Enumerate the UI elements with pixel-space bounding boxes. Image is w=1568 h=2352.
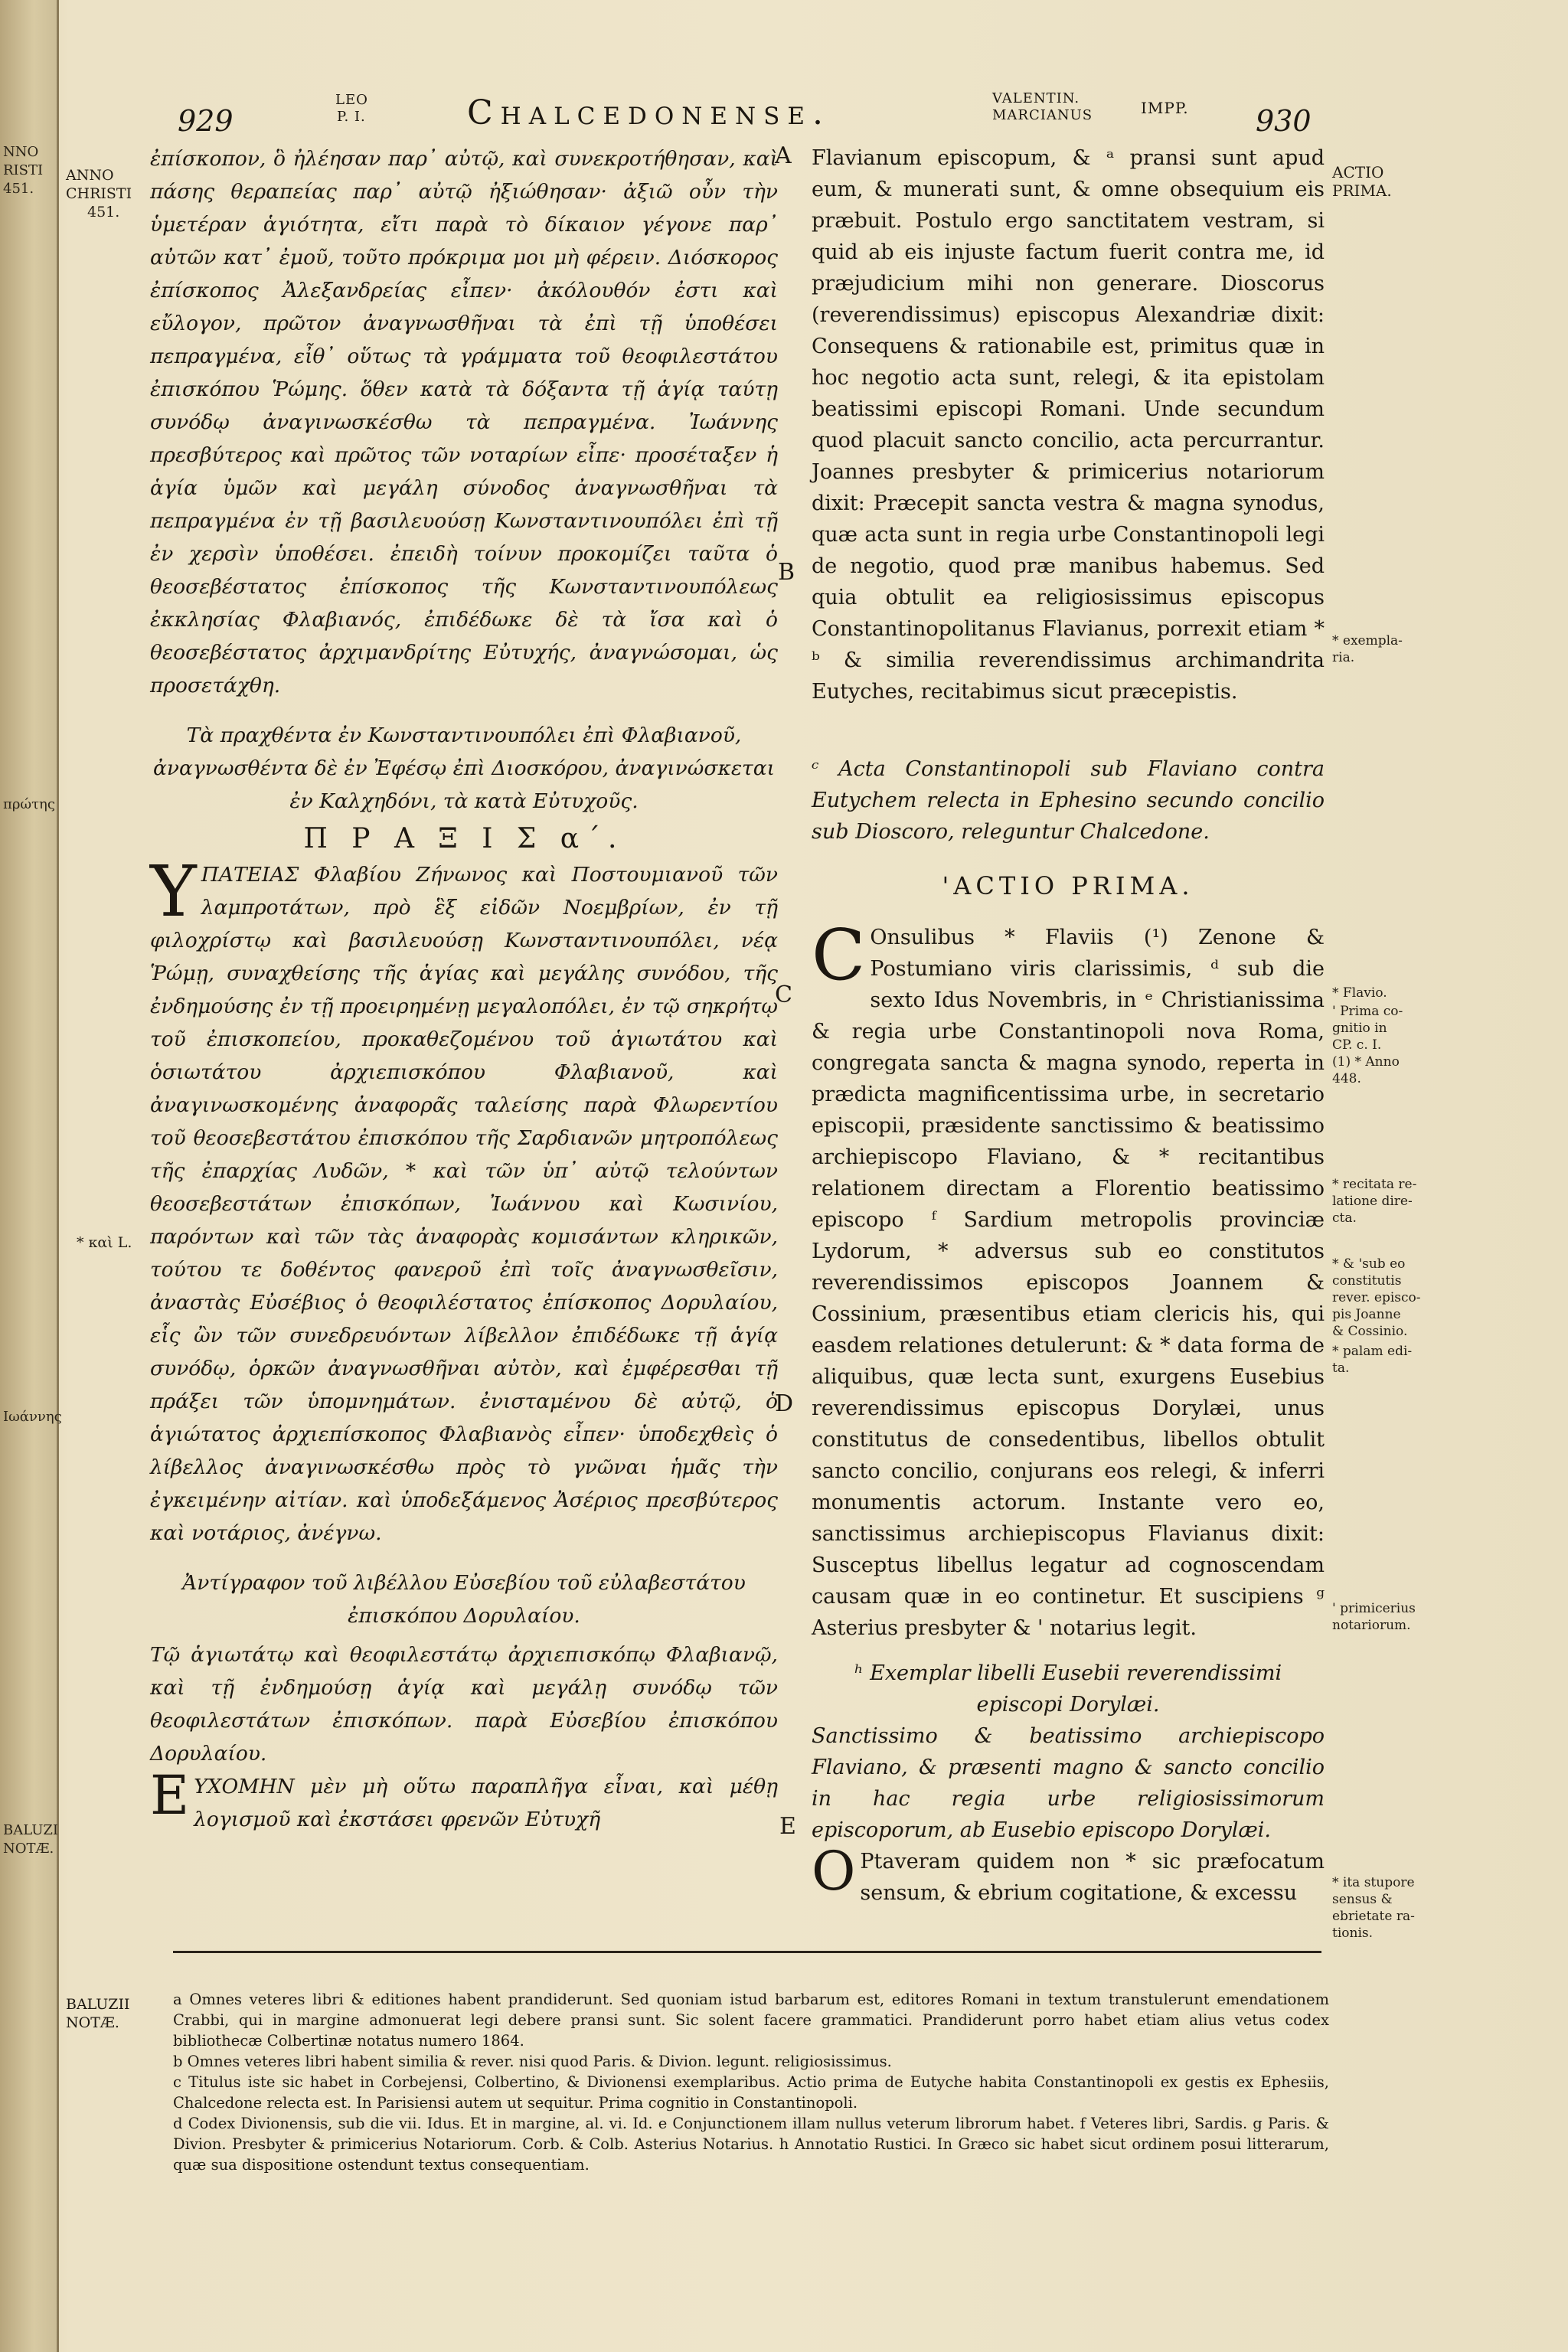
margin-note-exemplaria: * exempla- <box>1332 633 1403 648</box>
margin-note-prima-2: gnitio in <box>1332 1021 1387 1036</box>
facing-page-notes-1: BALUZI <box>3 1822 58 1838</box>
latin-heading-actio: 'ACTIO PRIMA. <box>942 871 1194 900</box>
section-letter-a: A <box>775 142 792 169</box>
header-pope: P. I. <box>337 109 366 125</box>
greek-paragraph-2-text: ΠΑΤΕΙΑΣ Φλαβίου Ζήνωνος καὶ Ποστουμιανοῦ τῶν λαμπροτάτων, πρὸ ἓξ εἰδῶν Νοεμβρίων, ἐν τῇ φιλοχρίστῳ καὶ βασιλευούσῃ Κωνσταντινουπόλει, νέᾳ Ῥώμῃ, συναχθείσης τῆς ἁγίας καὶ μεγάλης συνόδου, τῆς ἐνδημούσης ἐν τῇ προειρημένῃ μεγαλοπόλει, ἐν τῷ σηκρήτῳ τοῦ ἐπισκοπείου, προκαθεζομένου τοῦ ἁγιωτάτου καὶ ὁσιωτάτου ἀρχιεπισκόπου Φλαβιανοῦ, καὶ ἀναγινωσκομένης ἀναφορᾶς ταλείσης παρὰ Φλωρεντίου τοῦ θεοσεβεστάτου ἐπισκόπου τῆς Σαρδιανῶν μητροπόλεως τῆς ἐπαρχίας Λυδῶν, * καὶ τῶν ὑπ᾽ αὐτῷ τελούντων θεοσεβεστάτων ἐπισκόπων, Ἰωάννου καὶ Κωσινίου, παρόντων καὶ τῶν τὰς ἀναφορὰς κομισάντων κληρικῶν, τούτου τε δοθέντος φανεροῦ ἐπὶ τοῖς ἀναγνωσθεῖσιν, ἀναστὰς Εὐσέβιος ὁ θεοφιλέστατος ἐπίσκοπος Δορυλαίου, εἷς ὢν τῶν συνεδρευόντων λίβελλον ἐπιδέδωκε τῇ ἁγίᾳ συνόδῳ, ὁρκῶν ἀναγνωσθῆναι αὐτὸν, καὶ ἐμφέρεσθαι τῇ πράξει τῶν ὑπομνημάτων. ἐνισταμένου δὲ αὐτῷ, ὁ ἁγιώτατος ἀρχιεπίσκοπος Φλαβιανὸς εἶπεν· ὑποδεχθεὶς ὁ λίβελλος ἀναγινωσκέσθω πρὸς τὸ γνῶναι ἡμᾶς τὴν ἐγκειμένην αἰτίαν. καὶ ὑποδεξάμενος Ἀσέριος πρεσβύτερος καὶ νοτάριος, ἀνέγνω. <box>150 863 778 1545</box>
margin-note-stupore-3: ebrietate ra- <box>1332 1909 1415 1924</box>
margin-note-sub-eo-2: constitutis <box>1332 1273 1402 1289</box>
margin-note-prima-1: ' Prima co- <box>1332 1004 1403 1019</box>
greek-paragraph-3: Τῷ ἁγιωτάτῳ καὶ θεοφιλεστάτῳ ἀρχιεπισκόπῳ Φλαβιανῷ, καὶ τῇ ἐνδημούσῃ ἁγίᾳ καὶ μεγάλῃ συνόδῳ τῶν θεοφιλεστάτων ἐπισκόπων. παρὰ Εὐσεβίου ἐπισκόπου Δορυλαίου. <box>150 1643 778 1766</box>
margin-year: 451. <box>87 204 120 220</box>
footnote-b: b Omnes veteres libri habent similia & rever. nisi quod Paris. & Divion. legunt. religiosissimus. <box>173 2053 892 2070</box>
margin-anno: ANNO <box>66 167 114 184</box>
margin-note-stupore-4: tionis. <box>1332 1926 1374 1941</box>
latin-paragraph-2 <box>812 914 1325 1644</box>
footnote-rule <box>173 1951 1321 1953</box>
greek-heading-praxis: Π Ρ Α Ξ Ι Σ α΄. <box>303 823 625 854</box>
notes-label-line-1: BALUZII <box>66 1996 130 2013</box>
facing-page-anno-3: 451. <box>3 181 34 197</box>
header-leo: LEO <box>335 92 368 108</box>
margin-note-sub-eo-5: & Cossinio. <box>1332 1324 1408 1339</box>
greek-paragraph-4-text: ΥΧΟΜΗΝ μὲν μὴ οὕτω παραπλῆγα εἶναι, καὶ μέθῃ λογισμοῦ καὶ ἐκστάσει φρενῶν Εὐτυχῆ <box>194 1775 778 1831</box>
facing-page-word-1: πρώτης <box>3 796 55 812</box>
footnote-d: d Codex Divionensis, sub die vii. Idus. Et in margine, al. vi. Id. e Conjunctionem illam nullus veterum librorum habet. f Veteres libri, Sardis. g Paris. & Divion. Presbyter & primicerius Notariorum. Corb. & Colb. Asterius Notarius. h Annotatio Rustici. In Græco sic habet sicut ordinem posui litterarum, quæ sua dispositione ostendunt textus consequentiam. <box>173 2115 1329 2174</box>
section-letter-d: D <box>775 1390 794 1417</box>
margin-note-recitata-1: * recitata re- <box>1332 1177 1417 1192</box>
footnote-c: c Titulus iste sic habet in Corbejensi, Colbertino, & Divionensi exemplaribus. Actio prima de Eutyche habita Constantinopoli ex gestis ex Ephesiis, Chalcedone relecta est. In Parisiensi autem ut sequitur. Prima cognitio in Constantinopoli. <box>173 2073 1329 2112</box>
page-title: Chalcedonense. <box>467 93 831 132</box>
margin-note-primicerius-2: notariorum. <box>1332 1618 1411 1633</box>
notes-label <box>66 1995 130 2032</box>
margin-note-exemplaria-2: ria. <box>1332 650 1355 665</box>
section-letter-e: E <box>779 1813 796 1840</box>
latin-dropcap-2: O <box>812 1840 856 1903</box>
margin-note-palam-1: * palam edi- <box>1332 1344 1413 1359</box>
margin-note-prima-5: 448. <box>1332 1071 1361 1086</box>
facing-page-anno-2: RISTI <box>3 162 44 178</box>
greek-paragraph-2 <box>150 851 778 1550</box>
page-number-left: 929 <box>178 104 234 138</box>
section-letter-c: C <box>775 982 792 1008</box>
margin-note-sub-eo-3: rever. episco- <box>1332 1290 1421 1305</box>
latin-paragraph-1: Flavianum episcopum, & ᵃ pransi sunt apud eum, & munerati sunt, & omne obsequium eis præbuit. Postulo ergo sanctitatem vestram, si quid ab eis injuste factum fuerit contra me, id præjudicium mihi non generare. Dioscorus (reverendissimus) episcopus Alexandriæ dixit: Consequens & rationabile est, primitus quæ in hoc negotio acta sunt, relegi, & ita epistolam beatissimi episcopi Romani. Unde secundum quod placuit sancto concilio, acta percurrantur. Joannes presbyter & primicerius notariorum dixit: Præcepit sancta vestra & magna synodus, quæ acta sunt in regia urbe Constantinopoli legi de negotio, quod præ manibus habemus. Sed quia obtulit ea religiosissimus episcopus Constantinopolitanus Flavianus, porrexit etiam * ᵇ & similia reverendissimus archimandrita Eutyches, recitabimus sicut præcepistis. <box>812 146 1325 704</box>
greek-title-acta: Τὰ πραχθέντα ἐν Κωνσταντινουπόλει ἐπὶ Φλαβιανοῦ, ἀναγνωσθέντα δὲ ἐν Ἐφέσῳ ἐπὶ Διοσκόρου, ἀναγινώσκεται ἐν Καλχηδόνι, τὰ κατὰ Εὐτυχοῦς. <box>153 724 775 813</box>
footnote-a: a Omnes veteres libri & editiones habent prandiderunt. Sed quoniam istud barbarum est, editores Romani in textum transtulerunt emendationem Crabbi, qui in margine admonuerat legi debere pransi sunt. Sic solent facere grammatici. Prandiderunt porro habet etiam alius vetus codex bibliothecæ Colbertinæ notatus numero 1864. <box>173 1991 1329 2050</box>
margin-note-recitata-2: latione dire- <box>1332 1194 1413 1209</box>
latin-column <box>812 142 1325 1909</box>
margin-note-palam-2: ta. <box>1332 1361 1350 1376</box>
margin-note-sub-eo-4: pis Joanne <box>1332 1307 1401 1322</box>
latin-title-acta: ᶜ Acta Constantinopoli sub Flaviano contra Eutychem relecta in Ephesino secundo concilio sub Dioscoro, releguntur Chalcedone. <box>812 757 1325 844</box>
running-head <box>153 83 1348 136</box>
margin-note-primicerius-1: ' primicerius <box>1332 1601 1416 1616</box>
facing-page-edge <box>0 0 59 2352</box>
latin-paragraph-2-text: Onsulibus * Flaviis (¹) Zenone & Postumiano viris clarissimis, ᵈ sub die sexto Idus Novembris, in ᵉ Christianissima & regia urbe Constantinopoli nova Roma, congregata sancta & magna synodo, reperta in prædicta magnificentissima urbe, in secretario episcopii, præsidente sanctissimo & beatissimo archiepiscopo Flaviano, & * recitantibus relationem directam a Florentio beatissimo episcopo ᶠ Sardium metropolis provinciæ Lydorum, * adversus sub eo constitutos reverendissimos episcopos Joannem & Cossinium, præsentibus etiam clericis his, qui easdem relationes detulerunt: & * data forma de aliquibus, quæ lecta sunt, exurgens Eusebius reverendissimus episcopus Dorylæi, unus constitutus de consedentibus, libellos obtulit sancto concilio, conjurans eos relegi, & inferri monumentis actorum. Instante vero eo, sanctissimus archiepiscopus Flavianus dixit: Susceptus libellus legatur ad cognoscendam causam quæ in eo continetur. Et suscipiens ᵍ Asterius presbyter & ' notarius legit. <box>812 926 1325 1640</box>
header-impp: IMPP. <box>1141 99 1189 117</box>
greek-paragraph-1: ἐπίσκοπον, ὃ ἠλέησαν παρ᾽ αὐτῷ, καὶ συνεκροτήθησαν, καὶ πάσης θεραπείας παρ᾽ αὐτῷ ἠξιώθησαν· ἀξιῶ οὖν τὴν ὑμετέραν ἁγιότητα, εἴτι παρὰ τὸ δίκαιον γέγονε παρ᾽ αὐτῶν κατ᾽ ἐμοῦ, τοῦτο πρόκριμα μοι μὴ φέρειν. Διόσκορος ἐπίσκοπος Ἀλεξανδρείας εἶπεν· ἀκόλουθόν ἐστι καὶ εὔλογον, πρῶτον ἀναγνωσθῆναι τὰ ἐπὶ τῇ ὑποθέσει πεπραγμένα, εἶθ᾽ οὕτως τὰ γράμματα τοῦ θεοφιλεστάτου ἐπισκόπου Ῥώμης. ὅθεν κατὰ τὰ δόξαντα τῇ ἁγίᾳ ταύτῃ συνόδῳ ἀναγινωσκέσθω τὰ πεπραγμένα. Ἰωάννης πρεσβύτερος καὶ πρῶτος τῶν νοταρίων εἶπε· προσέταξεν ἡ ἁγία ὑμῶν καὶ μεγάλη σύνοδος ἀναγνωσθῆναι τὰ πεπραγμένα ἐν τῇ βασιλευούσῃ Κωνσταντινουπόλει ἐπὶ τῇ ἐν χερσὶν ὑποθέσει. ἐπειδὴ τοίνυν προκομίζει ταῦτα ὁ θεοσεβέστατος ἐπίσκοπος τῆς Κωνσταντινουπόλεως ἐκκλησίας Φλαβιανός, ἐπιδέδωκε δὲ τὰ ἴσα καὶ ὁ θεοσεβέστατος ἀρχιμανδρίτης Εὐτυχής, ἀναγνώσομαι, ὡς προσετάχθη. <box>150 147 778 697</box>
facing-page-anno-1: NNO <box>3 144 39 160</box>
margin-note-flavio: * Flavio. <box>1332 985 1387 1001</box>
greek-paragraph-4 <box>150 1764 778 1836</box>
facing-page-notes-2: NOTÆ. <box>3 1841 54 1857</box>
margin-variant-note: * καὶ L. <box>77 1234 132 1251</box>
margin-note-prima-4: (1) * Anno <box>1332 1054 1400 1070</box>
margin-christi: CHRISTI <box>66 185 132 202</box>
latin-paragraph-4 <box>812 1840 1325 1909</box>
greek-dropcap-1: Υ <box>150 851 197 933</box>
latin-dropcap-1: C <box>812 914 866 996</box>
margin-note-prima-3: CP. c. I. <box>1332 1037 1382 1053</box>
greek-title-libellus: Ἀντίγραφον τοῦ λιβέλλου Εὐσεβίου τοῦ εὐλαβεστάτου ἐπισκόπου Δορυλαίου. <box>182 1571 746 1628</box>
section-letter-b: B <box>778 559 795 586</box>
header-emperor-1: VALENTIN. <box>992 90 1080 106</box>
margin-actio-1: ACTIO <box>1332 163 1384 181</box>
margin-note-recitata-3: cta. <box>1332 1210 1357 1226</box>
margin-note-stupore-1: * ita stupore <box>1332 1875 1415 1890</box>
page-number-right: 930 <box>1256 104 1312 138</box>
latin-title-libellus: ʰ Exemplar libelli Eusebii reverendissimi episcopi Dorylæi. <box>854 1661 1282 1717</box>
facing-page-word-2: Ιωάννης <box>3 1409 62 1425</box>
margin-note-stupore-2: sensus & <box>1332 1892 1393 1907</box>
notes-label-line-2: NOTÆ. <box>66 2014 119 2031</box>
margin-note-sub-eo-1: * & 'sub eo <box>1332 1256 1406 1272</box>
header-emperor-2: MARCIANUS <box>992 107 1093 123</box>
latin-paragraph-3: Sanctissimo & beatissimo archiepiscopo Flaviano, & præsenti magno & sancto concilio in hac regia urbe religiosissimorum episcoporum, ab Eusebio episcopo Dorylæi. <box>812 1724 1325 1842</box>
greek-column <box>150 142 778 1836</box>
margin-actio-2: PRIMA. <box>1332 181 1392 200</box>
latin-paragraph-4-text: Ptaveram quidem non * sic præfocatum sensum, & ebrium cogitatione, & excessu <box>860 1850 1325 1905</box>
greek-dropcap-2: Ε <box>150 1764 190 1827</box>
footnotes <box>173 1989 1329 2175</box>
